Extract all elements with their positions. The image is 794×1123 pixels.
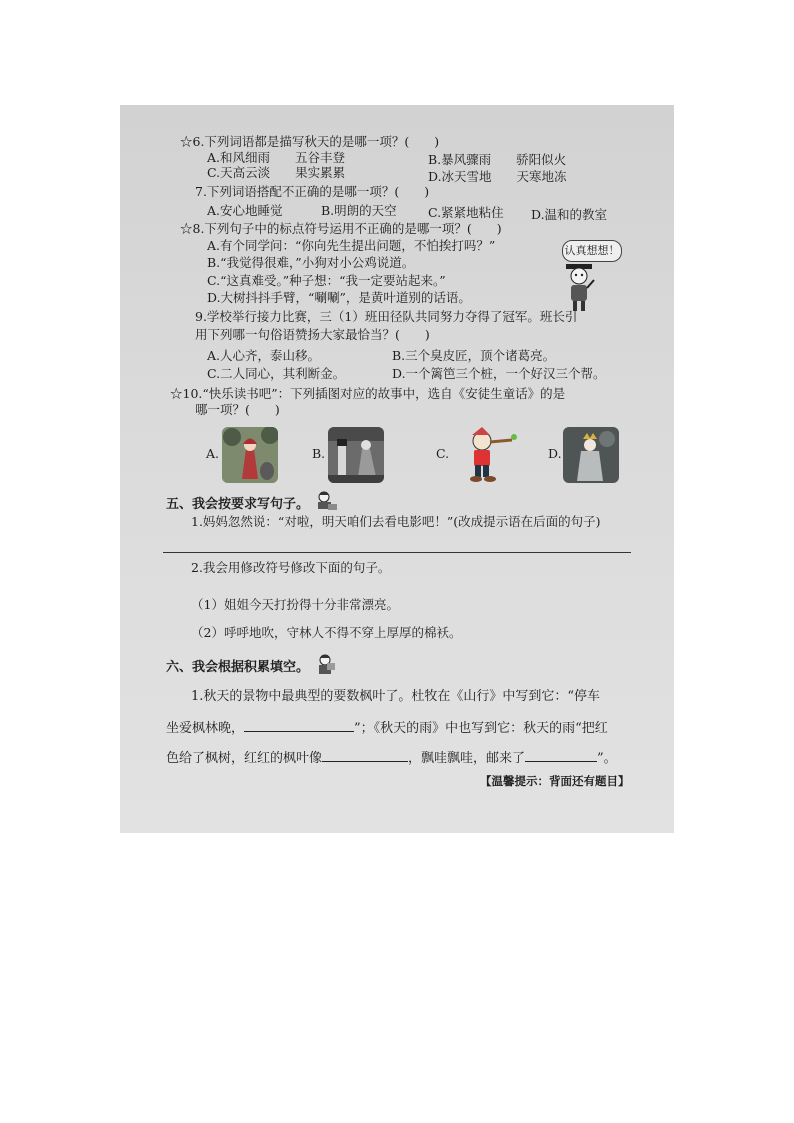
q8-option-b: B.“我觉得很难，”小狗对小公鸡说道。 (207, 255, 415, 270)
s6-q1-line2: 坐爱枫林晚， ”；《秋天的雨》中也写到它：秋天的雨“把红 (166, 721, 608, 736)
q10-label-a: A. (206, 446, 220, 461)
answer-line (163, 552, 631, 553)
speech-bubble: 认真想想！ (562, 240, 622, 262)
q10-label-d: D. (548, 446, 562, 461)
q6-option-a: A.和风细雨 五谷丰登 (207, 150, 346, 165)
s5-q2-sentence-2: （2）呼呼地吹，守林人不得不穿上厚厚的棉袄。 (191, 625, 462, 640)
q9-option-b: B.三个臭皮匠，顶个诸葛亮。 (392, 348, 556, 363)
s5-q1: 1.妈妈忽然说：“对啦，明天咱们去看电影吧！”(改成提示语在后面的句子) (191, 514, 601, 529)
q8-option-d: D.大树抖抖手臂，“唰唰”，是黄叶道别的话语。 (207, 290, 471, 305)
q8-option-a: A.有个同学问：“你向先生提出问题，不怕挨打吗？” (207, 238, 496, 253)
q7-option-a: A.安心地睡觉 (207, 203, 283, 218)
q8-option-c: C.“这真难受。”种子想：“我一定要站起来。” (207, 273, 446, 288)
q6-option-b: B.暴风骤雨 骄阳似火 (428, 152, 567, 167)
q6-option-d: D.冰天雪地 天寒地冻 (428, 169, 567, 184)
q10-stem-line1: ☆10.“快乐读书吧”：下列插图对应的故事中，选自《安徒生童话》的是 (170, 386, 566, 401)
s5-q2-sentence-1: （1）姐姐今天打扮得十分非常漂亮。 (191, 597, 399, 612)
illustration-pinocchio (452, 427, 530, 483)
q7-option-d: D.温和的教室 (531, 207, 608, 222)
q10-stem-line2: 哪一项？( ) (195, 402, 280, 417)
q9-stem-line2: 用下列哪一句俗语赞扬大家最恰当？( ) (195, 327, 430, 342)
q9-option-d: D.一个篱笆三个桩，一个好汉三个帮。 (392, 366, 606, 381)
section-5-title: 五、我会按要求写句子。 (166, 497, 310, 512)
writing-student-icon (316, 491, 338, 511)
fill-in-blank[interactable] (244, 719, 354, 732)
s5-q2: 2.我会用修改符号修改下面的句子。 (191, 560, 391, 575)
reading-student-icon (316, 654, 336, 676)
illustration-red-riding-hood (222, 427, 278, 483)
fill-in-blank[interactable] (525, 749, 597, 762)
q7-option-b: B.明朗的天空 (321, 203, 397, 218)
section-6-title: 六、我会根据积累填空。 (166, 660, 310, 675)
s6-q1-line1: 1.秋天的景物中最典型的要数枫叶了。杜牧在《山行》中写到它：“停车 (191, 689, 601, 704)
q7-stem: 7.下列词语搭配不正确的是哪一项？( ) (195, 184, 430, 199)
s6-q1-line3: 色给了枫树，红红的枫叶像 ，飘哇飘哇，邮来了 ”。 (166, 751, 617, 766)
q6-stem: ☆6.下列词语都是描写秋天的是哪一项？( ) (180, 134, 440, 149)
fill-in-blank[interactable] (322, 749, 408, 762)
q10-label-b: B. (312, 446, 326, 461)
illustration-emperor (563, 427, 619, 483)
q6-option-c: C.天高云淡 果实累累 (207, 165, 346, 180)
thinking-student-icon (560, 262, 600, 314)
q9-option-a: A.人心齐，泰山移。 (207, 348, 321, 363)
reminder-note: 【温馨提示：背面还有题目】 (480, 774, 630, 788)
q9-stem-line1: 9.学校举行接力比赛，三（1）班田径队共同努力夺得了冠军。班长引 (195, 309, 578, 324)
q7-option-c: C.紧紧地粘住 (428, 205, 504, 220)
q8-stem: ☆8.下列句子中的标点符号运用不正确的是哪一项？( ) (180, 221, 502, 236)
illustration-tin-soldier (328, 427, 384, 483)
q10-label-c: C. (436, 446, 450, 461)
q9-option-c: C.二人同心，其利断金。 (207, 366, 346, 381)
